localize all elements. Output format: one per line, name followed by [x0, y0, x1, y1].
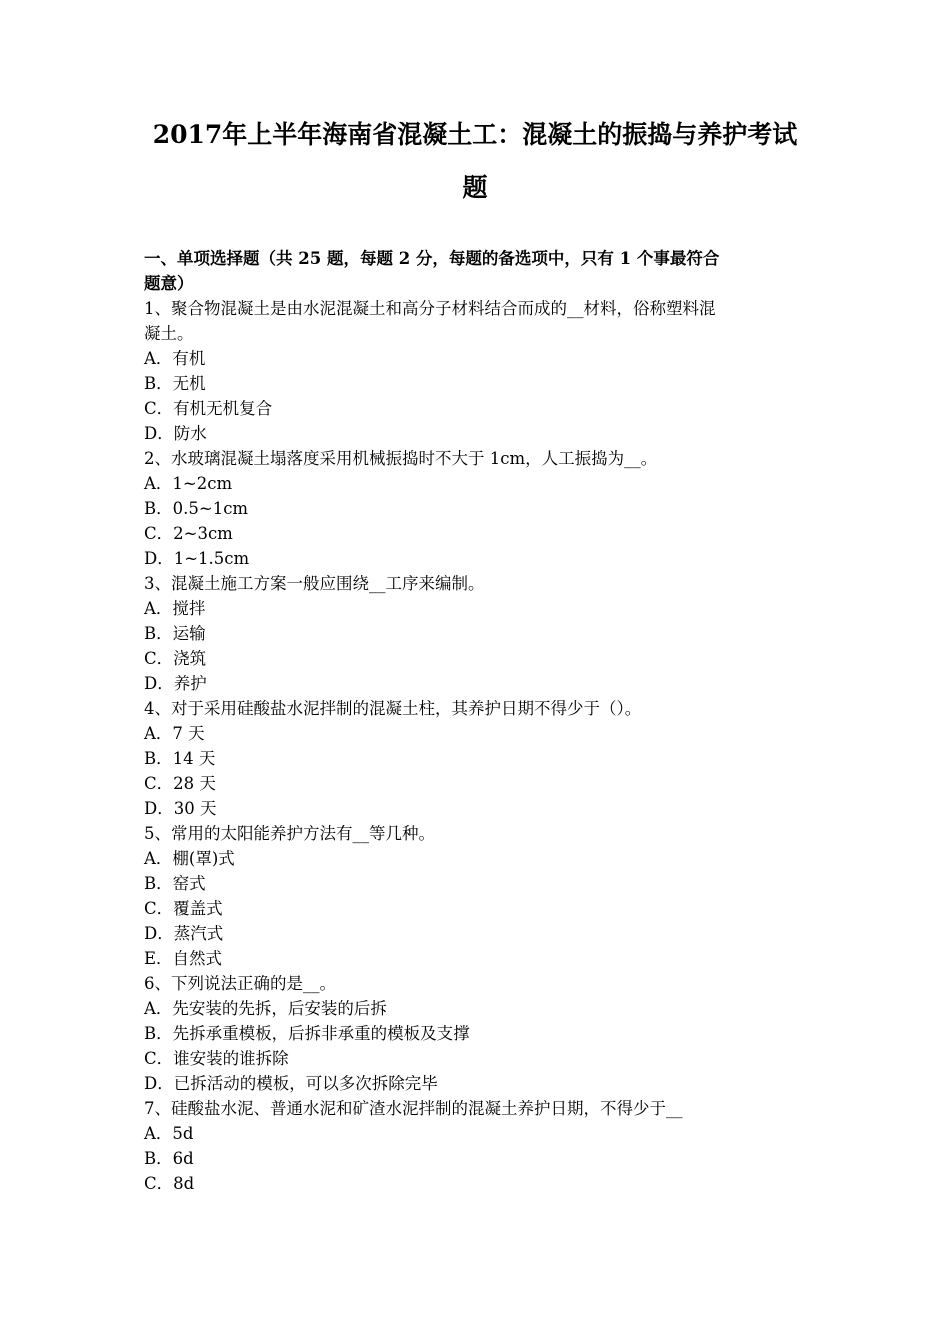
question-list: [144, 296, 814, 1196]
answer-option: B．6d: [144, 1149, 194, 1168]
question-4: [144, 696, 814, 821]
answer-option: B．运输: [144, 624, 206, 643]
answer-option: D．已拆活动的模板，可以多次拆除完毕: [144, 1074, 438, 1093]
answer-option: C．28 天: [144, 774, 216, 793]
answer-option: C．覆盖式: [144, 899, 223, 918]
question-text: 凝土。: [144, 324, 194, 343]
answer-option: A．先安装的先拆，后安装的后拆: [144, 999, 387, 1018]
answer-option: B．先拆承重模板，后拆非承重的模板及支撑: [144, 1024, 470, 1043]
answer-option: A．棚(罩)式: [144, 849, 235, 868]
answer-option: B．窑式: [144, 874, 206, 893]
answer-option: C．8d: [144, 1174, 195, 1193]
question-5: [144, 821, 814, 971]
question-2: [144, 446, 814, 571]
document-title-line-2: 题: [462, 173, 488, 202]
answer-option: A．7 天: [144, 724, 205, 743]
answer-option: A．5d: [144, 1124, 194, 1143]
question-text: 1、聚合物混凝土是由水泥混凝土和高分子材料结合而成的__材料，俗称塑料混: [144, 299, 716, 318]
question-text: 6、下列说法正确的是__。: [144, 974, 336, 993]
answer-option: B．14 天: [144, 749, 216, 768]
answer-option: C．有机无机复合: [144, 399, 273, 418]
question-text: 4、对于采用硅酸盐水泥拌制的混凝土柱，其养护日期不得少于（）。: [144, 699, 642, 718]
question-1: [144, 296, 814, 446]
answer-option: A．有机: [144, 349, 206, 368]
answer-option: B．0.5~1cm: [144, 499, 249, 518]
document-title-line-1: 2017年上半年海南省混凝土工：混凝土的振捣与养护考试: [152, 120, 798, 149]
answer-option: D．30 天: [144, 799, 217, 818]
question-text: 3、混凝土施工方案一般应围绕__工序来编制。: [144, 574, 485, 593]
answer-option: D．防水: [144, 424, 207, 443]
question-text: 7、硅酸盐水泥、普通水泥和矿渣水泥拌制的混凝土养护日期，不得少于__: [144, 1099, 683, 1118]
answer-option: C．谁安装的谁拆除: [144, 1049, 289, 1068]
section-heading-line-1: 一、单项选择题（共 25 题，每题 2 分，每题的备选项中，只有 1 个事最符合: [144, 249, 720, 268]
question-text: 2、水玻璃混凝土塌落度采用机械振捣时不大于 1cm，人工振捣为__。: [144, 449, 658, 468]
answer-option: D．养护: [144, 674, 207, 693]
section-heading-line-2: 题意）: [144, 274, 194, 293]
answer-option: E．自然式: [144, 949, 223, 968]
question-text: 5、常用的太阳能养护方法有__等几种。: [144, 824, 435, 843]
answer-option: D．蒸汽式: [144, 924, 224, 943]
question-7: [144, 1096, 814, 1196]
answer-option: D．1~1.5cm: [144, 549, 250, 568]
answer-option: C．2~3cm: [144, 524, 233, 543]
answer-option: B．无机: [144, 374, 206, 393]
answer-option: C．浇筑: [144, 649, 207, 668]
answer-option: A．搅拌: [144, 599, 206, 618]
answer-option: A．1~2cm: [144, 474, 233, 493]
question-6: [144, 971, 814, 1096]
question-3: [144, 571, 814, 696]
